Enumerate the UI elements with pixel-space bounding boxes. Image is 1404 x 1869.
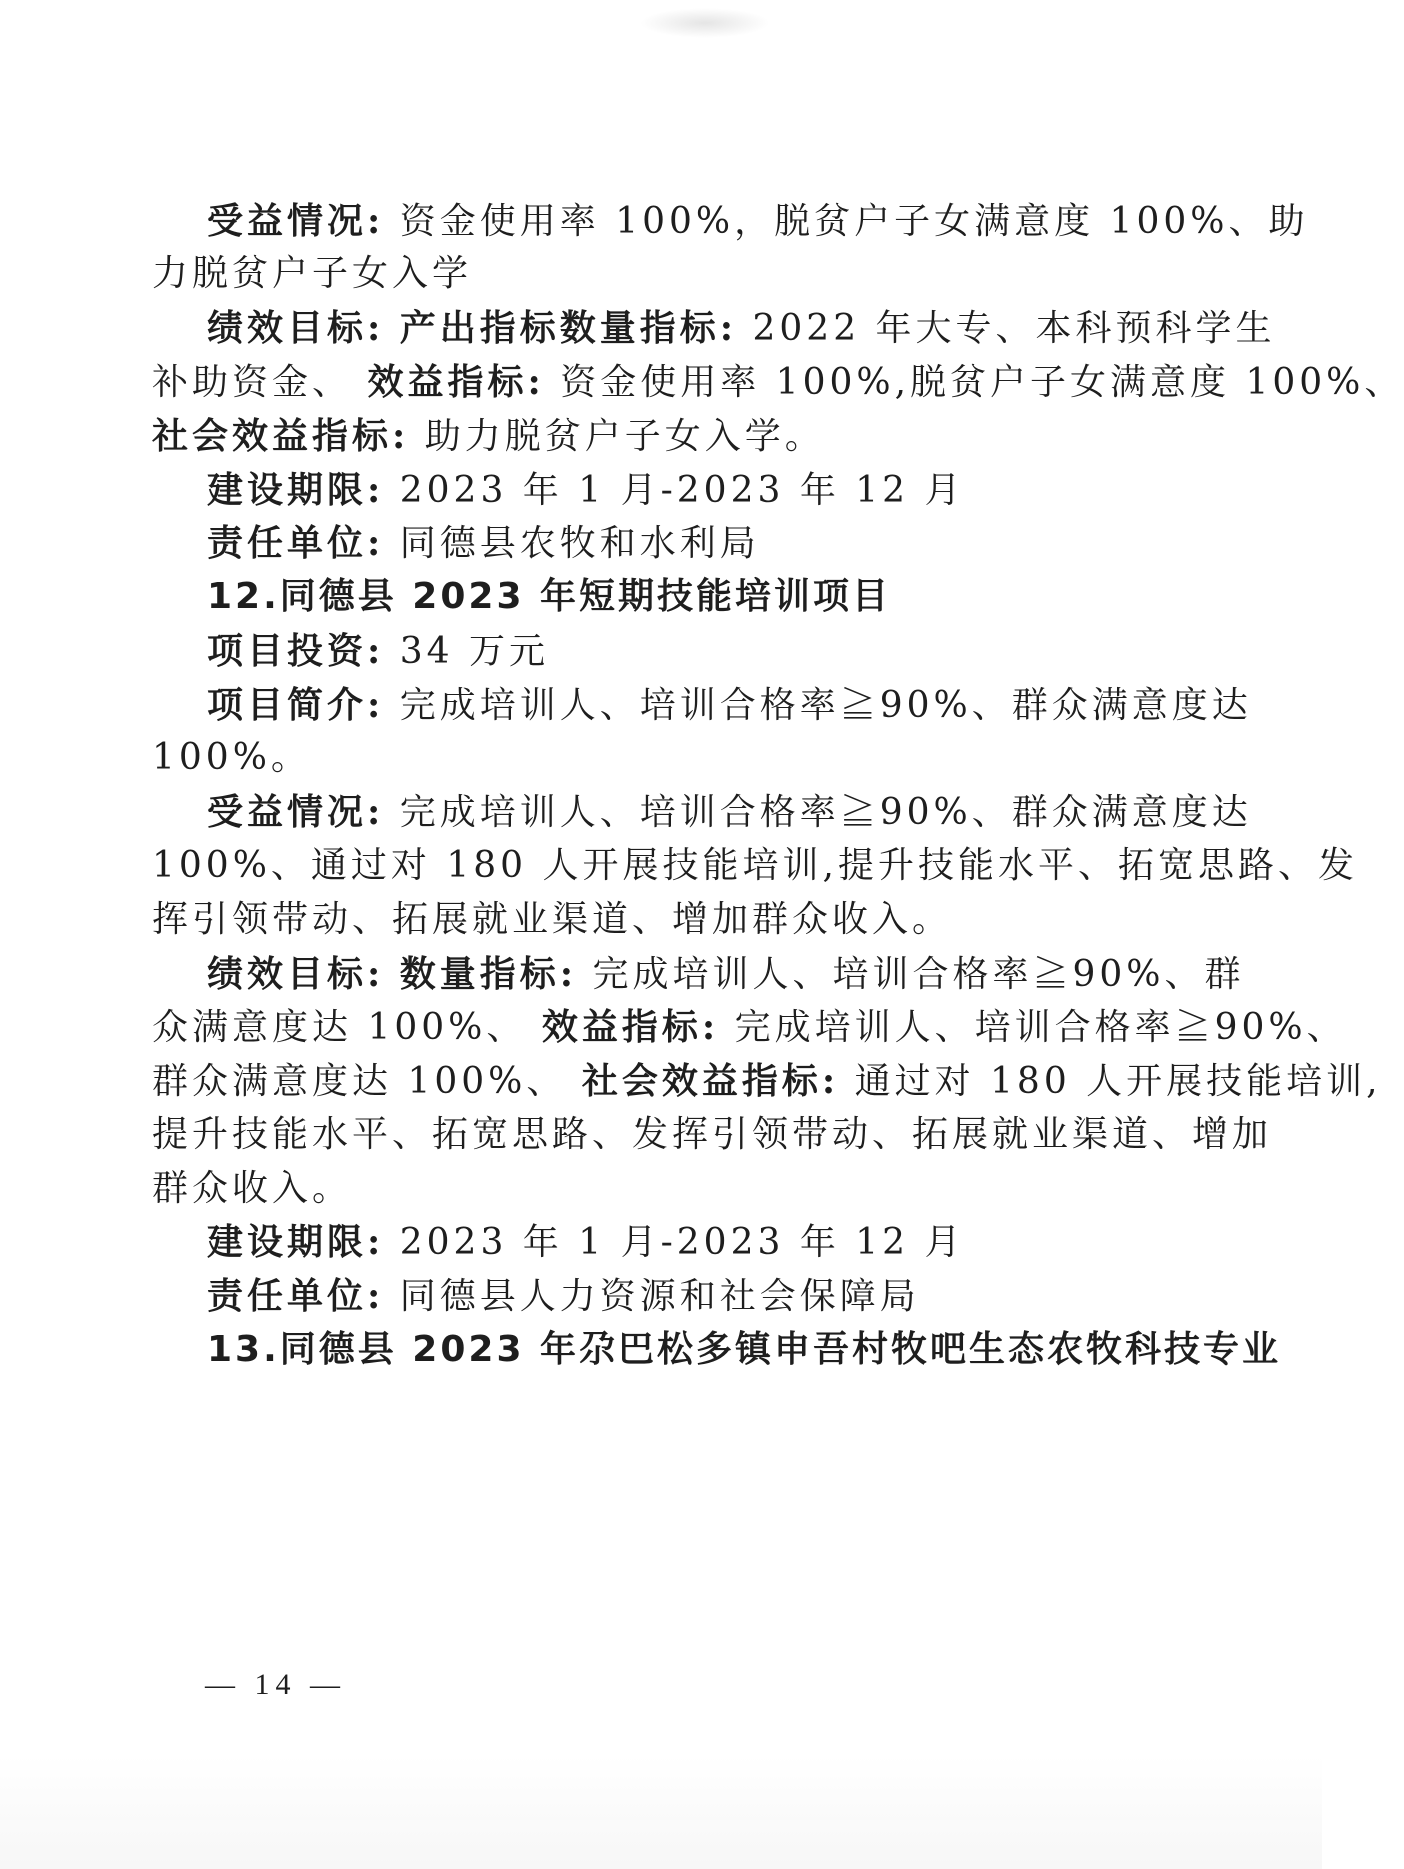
field-label: 产出指标数量指标:: [399, 307, 738, 349]
field-value: 同德县人力资源和社会保障局: [399, 1276, 920, 1317]
text-line: [152, 1112, 1273, 1158]
scan-artifact: [0, 1755, 1322, 1869]
text-line: [207, 1219, 1157, 1265]
field-value: 群众满意度达 100%、: [152, 1061, 567, 1102]
text-line: [207, 520, 1157, 566]
field-value: 完成培训人、培训合格率≧90%、: [734, 1007, 1347, 1048]
field-value: 34 万元: [399, 631, 550, 672]
field-value: 补助资金、: [152, 362, 353, 403]
heading-text: 12.同德县 2023 年短期技能培训项目: [207, 576, 892, 617]
field-value: 完成培训人、培训合格率≧90%、群: [592, 954, 1245, 995]
field-label: 效益指标:: [541, 1006, 720, 1048]
field-value: 100%。: [152, 737, 311, 778]
text-line: [152, 843, 1358, 889]
field-label: 社会效益指标:: [581, 1060, 840, 1102]
text-line: [207, 467, 1157, 513]
field-value: 2022 年大专、本科预科学生: [752, 308, 1276, 349]
field-value: 完成培训人、培训合格率≧90%、群众满意度达: [399, 792, 1252, 833]
field-value: 挥引领带动、拓展就业渠道、增加群众收入。: [152, 899, 953, 940]
field-value: 同德县农牧和水利局: [399, 523, 760, 564]
text-line: [207, 628, 1157, 674]
field-value: 完成培训人、培训合格率≧90%、群众满意度达: [399, 685, 1252, 726]
text-line: [207, 789, 1252, 835]
field-value: 100%、通过对 180 人开展技能培训,提升技能水平、拓宽思路、发: [152, 845, 1358, 886]
field-label: 责任单位:: [207, 1275, 385, 1317]
text-line: [152, 735, 1157, 781]
field-label: 效益指标:: [367, 361, 545, 403]
field-label: 建设期限:: [207, 1221, 385, 1263]
text-line: [152, 413, 1157, 459]
field-value: 群众收入。: [152, 1168, 353, 1209]
heading-text: 13.同德县 2023 年尕巴松多镇申吾村牧吧生态农牧科技专业: [207, 1329, 1282, 1370]
field-label: 责任单位:: [207, 522, 385, 564]
text-line: [152, 1004, 1347, 1050]
field-value: 助力脱贫户子女入学。: [424, 416, 825, 457]
text-line: [152, 251, 1157, 297]
text-line: [152, 359, 1404, 405]
field-label: 绩效目标:: [207, 307, 385, 349]
text-line: [207, 951, 1245, 997]
field-value: 2023 年 1 月-2023 年 12 月: [399, 470, 965, 511]
field-label: 数量指标:: [399, 953, 578, 995]
field-label: 建设期限:: [207, 469, 385, 511]
scan-artifact: [640, 8, 770, 38]
field-label: 绩效目标:: [207, 953, 385, 995]
text-line: [207, 1273, 1157, 1319]
text-line: [152, 897, 1157, 943]
text-line: [152, 1166, 1157, 1212]
text-line: [207, 305, 1276, 351]
field-value: 通过对 180 人开展技能培训,: [854, 1061, 1382, 1102]
section-heading: [207, 1327, 1282, 1373]
field-value: 提升技能水平、拓宽思路、发挥引领带动、拓展就业渠道、增加: [152, 1114, 1273, 1155]
field-value: 众满意度达 100%、: [152, 1007, 527, 1048]
page-number: — 14 —: [205, 1668, 346, 1701]
field-label: 项目投资:: [207, 630, 385, 672]
field-value: 资金使用率 100%,脱贫户子女满意度 100%、: [560, 362, 1404, 403]
field-value: 力脱贫户子女入学: [152, 253, 473, 294]
field-label: 项目简介:: [207, 684, 385, 726]
text-line: [207, 682, 1252, 728]
text-line: [207, 198, 1309, 244]
field-value: 2023 年 1 月-2023 年 12 月: [399, 1222, 965, 1263]
text-line: [152, 1058, 1382, 1104]
field-label: 社会效益指标:: [152, 415, 410, 457]
field-value: 资金使用率 100%，脱贫户子女满意度 100%、助: [399, 201, 1309, 242]
field-label: 受益情况:: [207, 791, 385, 833]
field-label: 受益情况:: [207, 200, 385, 242]
section-heading: [207, 574, 1157, 620]
